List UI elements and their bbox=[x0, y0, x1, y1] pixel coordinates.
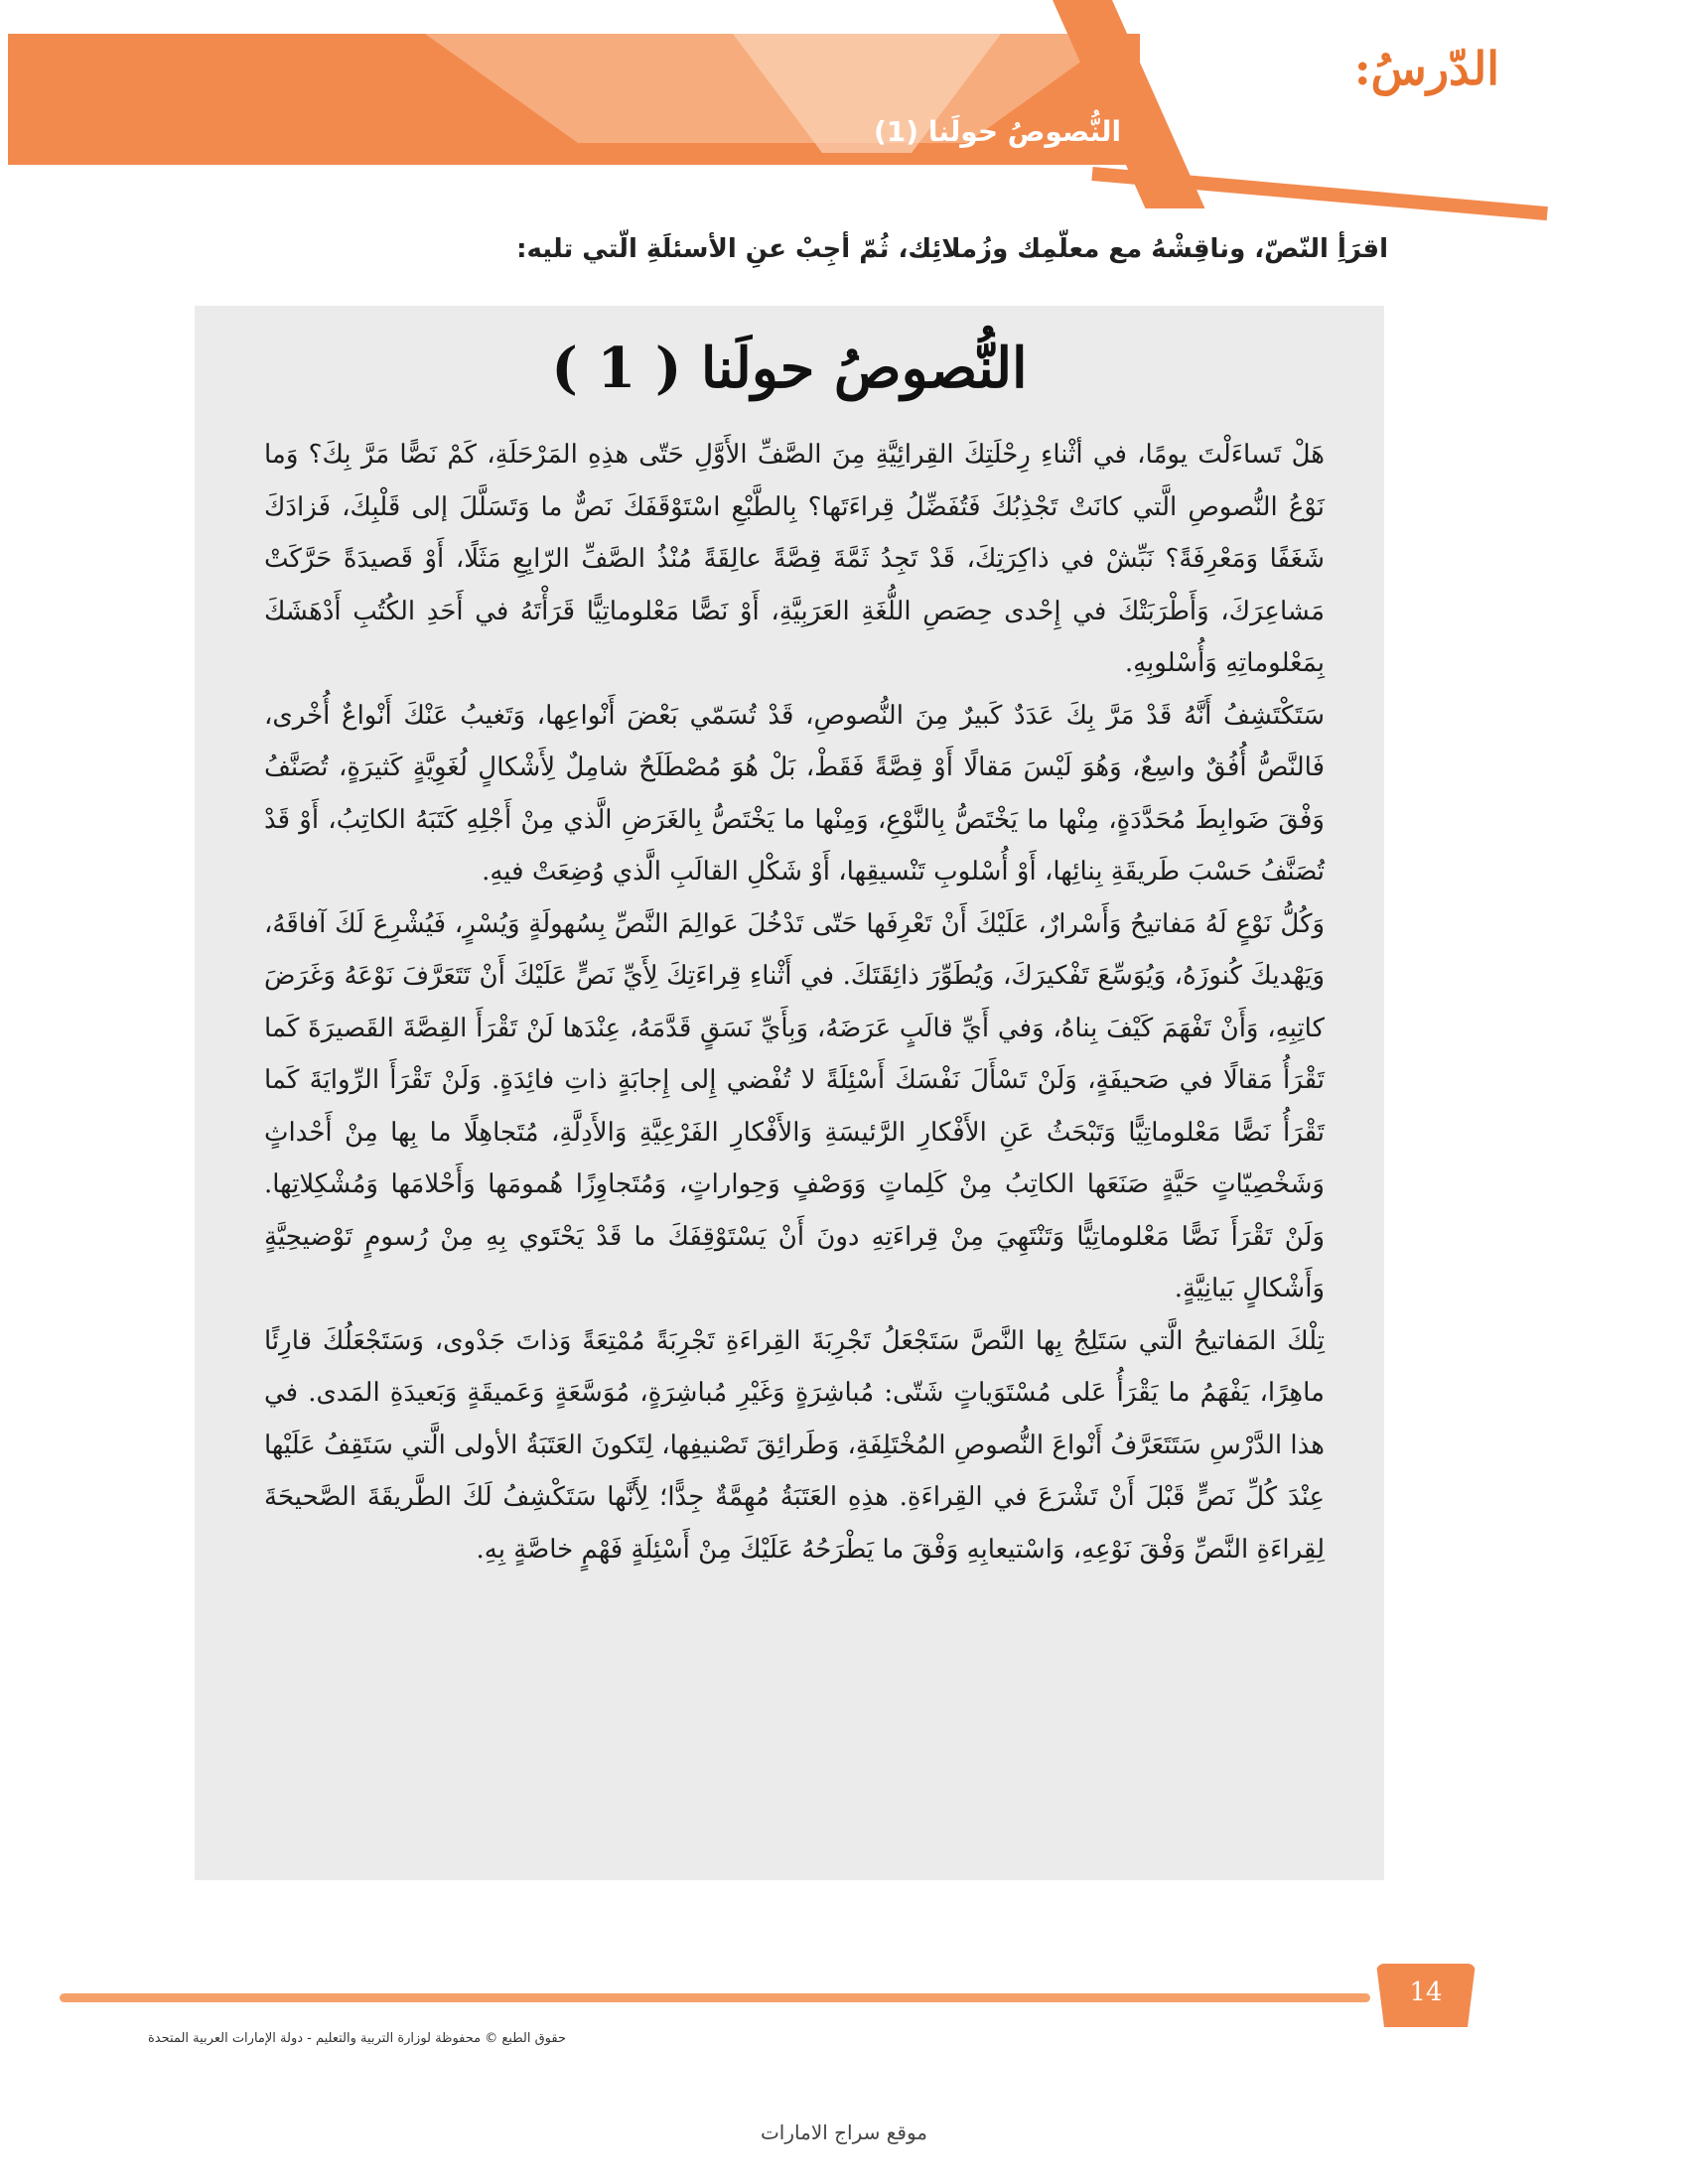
passage-paragraph: سَتَكْتَشِفُ أَنَّهُ قَدْ مَرَّ بِكَ عَدَدٌ كَبيرٌ مِنَ النُّصوصِ، قَدْ تُسَمّي بَعْضَ أَنْواعِها، وَتَغيبُ عَنْكَ أَنْواعٌ أُخْرى، فَالنَّصُّ أُفُقٌ واسِعٌ، وَهُوَ لَيْسَ مَقالًا أَوْ قِصَّةً فَقَطْ، بَلْ هُوَ مُصْطَلَحٌ شامِلٌ لِأَشْكالٍ لُغَوِيَّةٍ كَثيرَةٍ، تُصَنَّفُ وَفْقَ ضَوابِطَ مُحَدَّدَةٍ، مِنْها ما يَخْتَصُّ بِالنَّوْعِ، وَمِنْها ما يَخْتَصُّ بِالغَرَضِ الَّذي مِنْ أَجْلِهِ كَتَبَهُ الكاتِبُ، أَوْ قَدْ تُصَنَّفُ حَسْبَ طَريقَةِ بِنائِها، أَوْ أُسْلوبِ تَنْسيقِها، أَوْ شَكْلِ القالَبِ الَّذي وُضِعَتْ فيهِ. bbox=[264, 700, 1325, 887]
passage-paragraph: تِلْكَ المَفاتيحُ الَّتي سَتَلِجُ بِها النَّصَّ سَتَجْعَلُ تَجْرِبَةَ القِراءَةِ تَجْرِبَةً مُمْتِعَةً وَذاتَ جَدْوى، وَسَتَجْعَلُكَ قارِئًا ماهِرًا، يَفْهَمُ ما يَقْرَأُ عَلى مُسْتَوَياتٍ شَتّى: مُباشِرَةٍ وَغَيْرِ مُباشِرَةٍ، مُوَسَّعَةٍ وَعَميقَةٍ وَبَعيدَةِ المَدى. في هذا الدَّرْسِ سَتَتَعَرَّفُ أَنْواعَ النُّصوصِ المُخْتَلِفَةِ، وَطَرائِقَ تَصْنيفِها، لِتَكونَ العَتَبَةُ الأولى الَّتي سَتَقِفُ عَلَيْها عِنْدَ كُلِّ نَصٍّ قَبْلَ أَنْ تَشْرَعَ في القِراءَةِ. هذِهِ العَتَبَةُ مُهِمَّةٌ جِدًّا؛ لِأَنَّها سَتَكْشِفُ لَكَ الطَّريقَةَ الصَّحيحَةَ لِقِراءَةِ النَّصِّ وَفْقَ نَوْعِهِ، وَاسْتيعابِهِ وَفْقَ ما يَطْرَحُهُ عَلَيْكَ مِنْ أَسْئِلَةٍ فَهْمٍ خاصَّةٍ بِهِ. bbox=[264, 1325, 1325, 1565]
passage-paragraph: وَكُلُّ نَوْعٍ لَهُ مَفاتيحُ وَأَسْرارٌ، عَلَيْكَ أَنْ تَعْرِفَها حَتّى تَدْخُلَ عَوالِمَ النَّصِّ بِسُهولَةٍ وَيُسْرٍ، فَيُشْرِعَ لَكَ آفاقَهُ، وَيَهْديكَ كُنوزَهُ، وَيُوَسِّعَ تَفْكيرَكَ، وَيُطَوِّرَ ذائِقَتَكَ. في أَثْناءِ قِراءَتِكَ لِأَيِّ نَصٍّ عَلَيْكَ أَنْ تَتَعَرَّفَ نَوْعَهُ وَغَرَضَ كاتِبِهِ، وَأَنْ تَفْهَمَ كَيْفَ بِناهُ، وَفي أَيِّ قالَبٍ عَرَضَهُ، وَبِأَيِّ نَسَقٍ قَدَّمَهُ، عِنْدَها لَنْ تَقْرَأَ القِصَّةَ القَصيرَةَ كَما تَقْرَأُ مَقالًا في صَحيفَةٍ، وَلَنْ تَسْأَلَ نَفْسَكَ أَسْئِلَةً لا تُفْضي إِلى إِجابَةٍ ذاتِ فائِدَةٍ. وَلَنْ تَقْرَأَ الرِّوايَةَ كَما تَقْرَأُ نَصًّا مَعْلوماتِيًّا وَتَبْحَثُ عَنِ الأَفْكارِ الرَّئيسَةِ وَالأَفْكارِ الفَرْعِيَّةِ وَالأَدِلَّةِ، مُتَجاهِلًا ما بِها مِنْ أَحْداثٍ وَشَخْصِيّاتٍ حَيَّةٍ صَنَعَها الكاتِبُ مِنْ كَلِماتٍ وَوَصْفٍ وَحِواراتٍ، وَمُتَجاوِزًا هُمومَها وَأَحْلامَها وَمُشْكِلاتِها. وَلَنْ تَقْرَأَ نَصًّا مَعْلوماتِيًّا وَتَنْتَهِيَ مِنْ قِراءَتِهِ دونَ أَنْ يَسْتَوْقِفَكَ ما قَدْ يَحْتَوي بِهِ مِنْ رُسومٍ تَوْضيحِيَّةٍ وَأَشْكالٍ بَيانِيَّةٍ. bbox=[264, 908, 1325, 1303]
lesson-label: الدّرسُ: bbox=[1353, 42, 1499, 95]
page-number: 14 bbox=[1409, 1978, 1443, 2007]
site-name: موقع سراج الامارات bbox=[760, 2120, 928, 2144]
passage-title: النُّصوصُ حولَنا ( 1 ) bbox=[551, 336, 1028, 401]
footer-rule bbox=[60, 1993, 1370, 2002]
instructions-text: اقرَأِ النّصّ، وناقِشْهُ مع معلّمِك وزُملائِك، ثُمّ أجِبْ عنِ الأسئلَةِ الّتي تليه: bbox=[516, 234, 1388, 264]
copyright-notice: حقوق الطبع © محفوظة لوزارة التربية والتعليم - دولة الإمارات العربية المتحدة bbox=[147, 2031, 566, 2046]
passage-body bbox=[264, 429, 1325, 1575]
passage-paragraph: هَلْ تَساءَلْتَ يومًا، في أثْناءِ رِحْلَتِكَ القِرائِيَّةِ مِنَ الصَّفِّ الأَوَّلِ حَتّى هذِهِ المَرْحَلَةِ، كَمْ نَصًّا مَرَّ بِكَ؟ وَما نَوْعُ النُّصوصِ الَّتي كانَتْ تَجْذِبُكَ فَتُفَضِّلُ قِراءَتَها؟ بِالطَّبْعِ اسْتَوْقَفَكَ نَصٌّ ما وَتَسَلَّلَ إلى قَلْبِكَ، فَزادَكَ شَغَفًا وَمَعْرِفَةً؟ نَبِّشْ في ذاكِرَتِكَ، قَدْ تَجِدُ ثَمَّةَ قِصَّةً عالِقَةً مُنْذُ الصَّفِّ الرّابِعِ مَثَلًا، أَوْ قَصيدَةً حَرَّكَتْ مَشاعِرَكَ، وَأَطْرَبَتْكَ في إِحْدى حِصَصِ اللُّغَةِ العَرَبِيَّةِ، أَوْ نَصًّا مَعْلوماتِيًّا قَرَأْتَهُ في أَحَدِ الكُتُبِ أَدْهَشَكَ بِمَعْلوماتِهِ وَأُسْلوبِهِ. bbox=[264, 440, 1325, 678]
lesson-title: النُّصوصُ حولَنا (1) bbox=[874, 115, 1122, 148]
reading-passage-box bbox=[195, 306, 1384, 1880]
